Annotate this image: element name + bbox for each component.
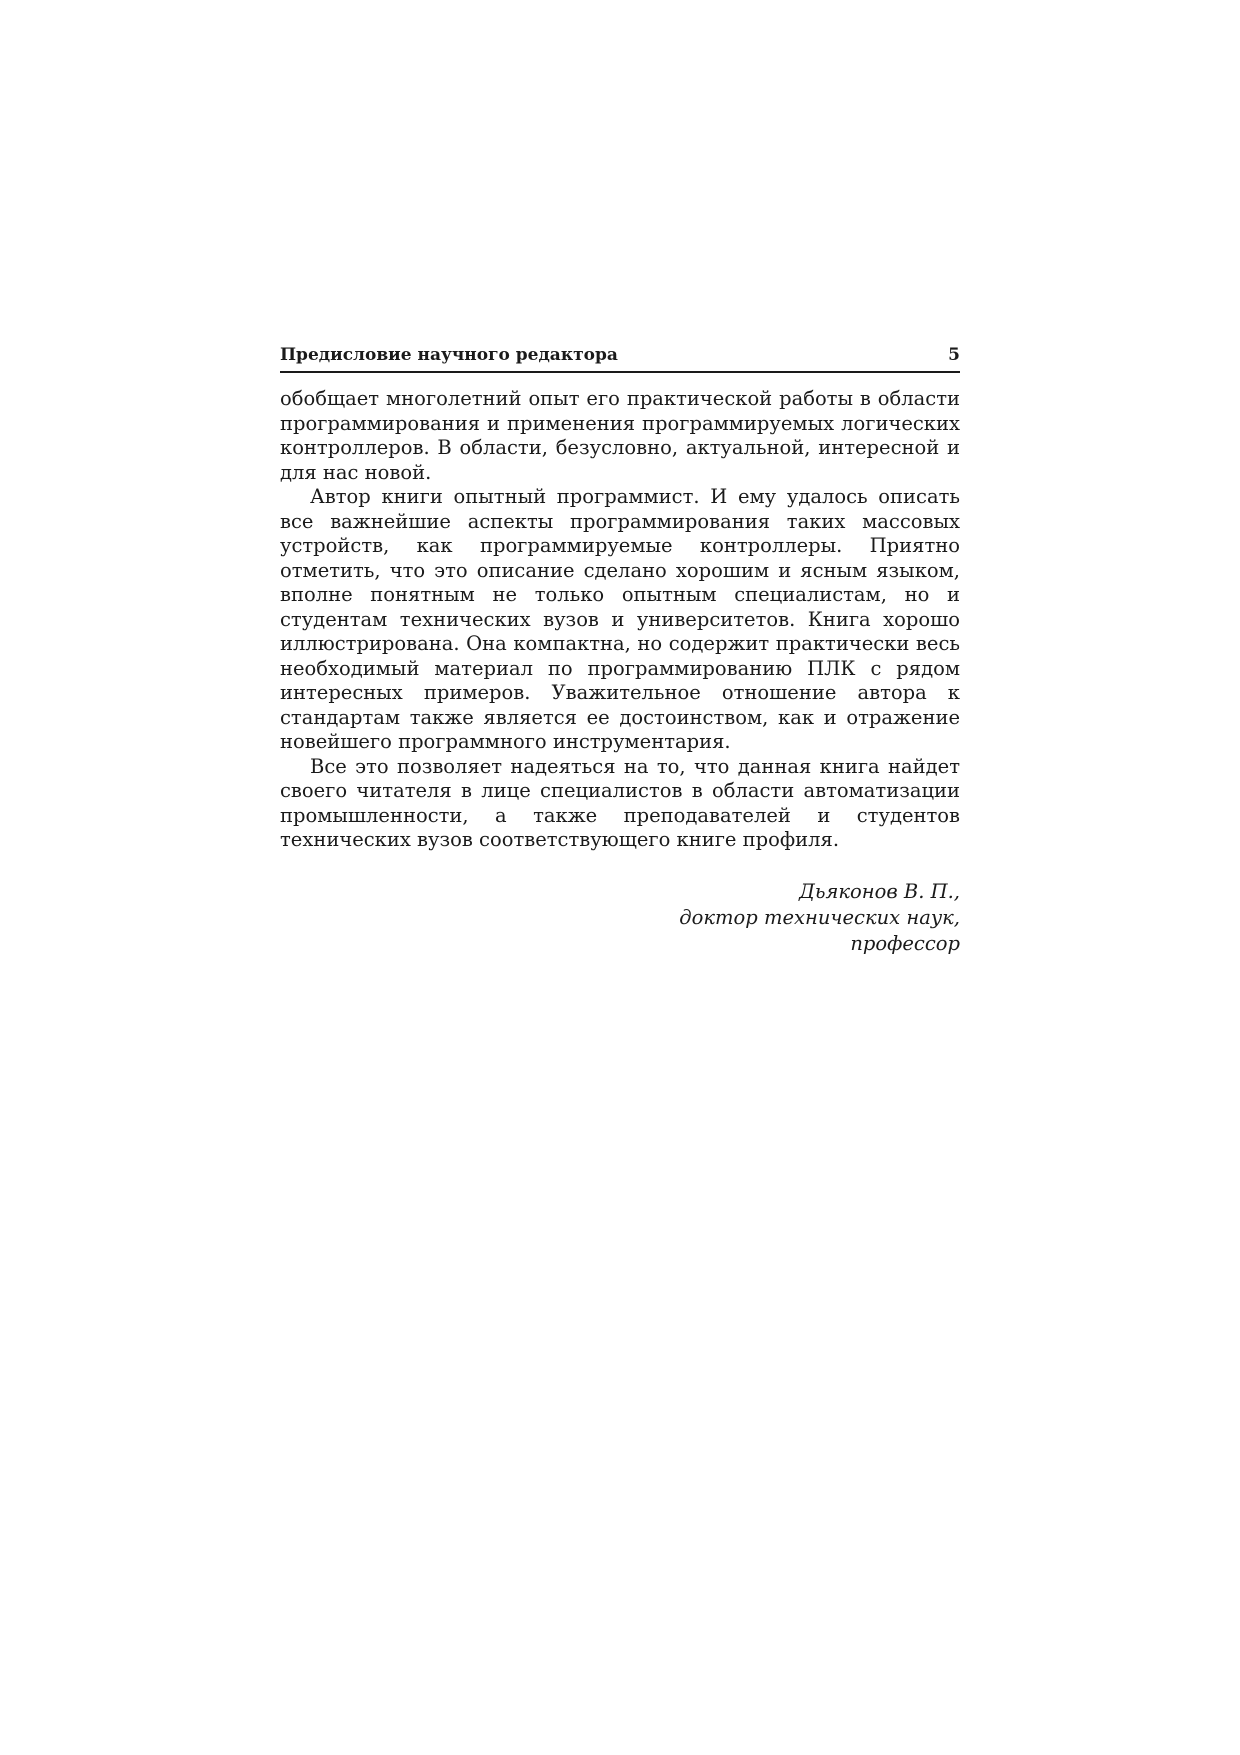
paragraph: обобщает многолетний опыт его практической работы в области программирования и применения программируемых логических контроллеров. В области, безусловно, актуальной, интересной и для нас новой. [280, 387, 960, 484]
body-text [280, 387, 960, 853]
paragraph: Все это позволяет надеяться на то, что данная книга найдет своего читателя в лице специалистов в области автоматизации промышленности, а также преподавателей и студентов технических вузов соответствующего книге профиля. [280, 754, 960, 851]
running-head [280, 345, 960, 373]
signature-name: Дьяконов В. П., [798, 879, 960, 903]
signature-degree: доктор технических наук, [679, 905, 960, 929]
signature-title: профессор [850, 931, 960, 955]
running-head-title: Предисловие научного редактора [280, 345, 618, 365]
page-number: 5 [948, 345, 960, 365]
page-content [280, 345, 960, 957]
paragraph: Автор книги опытный программист. И ему удалось описать все важнейшие аспекты программирования таких массовых устройств, как программируемые контроллеры. Приятно отметить, что это описание сделано хорошим и ясным языком, вполне понятным не только опытным специалистам, но и студентам технических вузов и университетов. Книга хорошо иллюстрирована. Она компактна, но содержит практически весь необходимый материал по программированию ПЛК с рядом интересных примеров. Уважительное отношение автора к стандартам также является ее достоинством, как и отражение новейшего программного инструментария. [280, 485, 960, 753]
signature-block [280, 879, 960, 957]
